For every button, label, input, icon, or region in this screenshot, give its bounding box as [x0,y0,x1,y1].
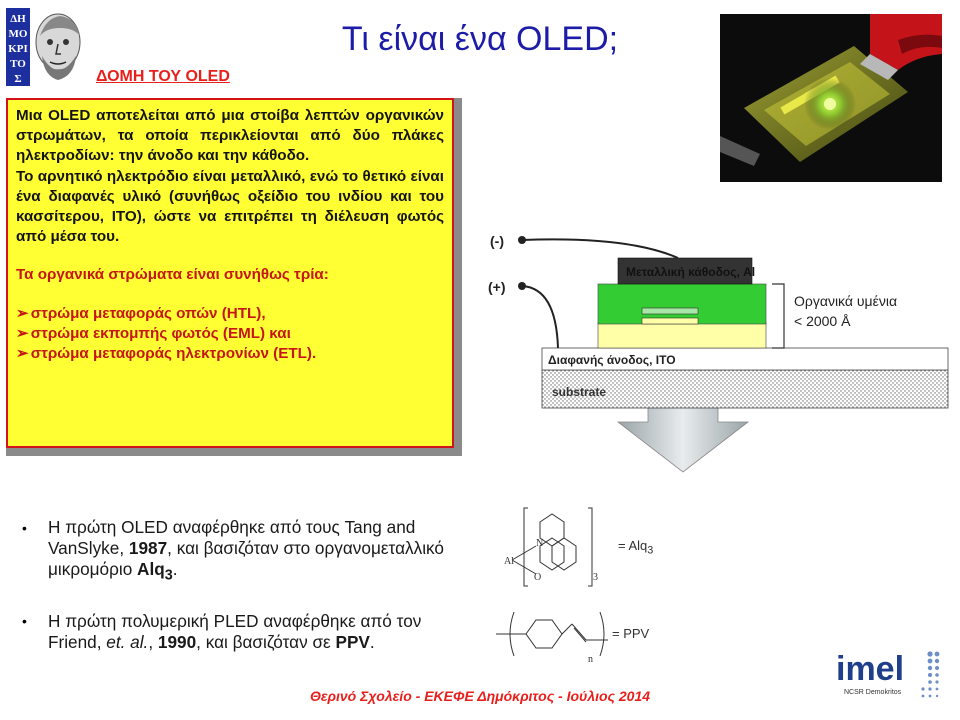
alq-index: 3 [593,572,598,583]
substrate-label: substrate [552,385,607,399]
molecule-subscript: 3 [164,567,173,584]
oled-device-photo [720,14,942,182]
bullet-etal: et. al. [106,632,149,652]
cathode-label: Μεταλλική κάθοδος, Al [626,265,756,279]
bullet-pled-history [48,611,468,653]
oled-structure-textbox [6,98,462,456]
intro-paragraph-1: Μια OLED αποτελείται από μια στοίβα λεπτών οργανικών στρωμάτων, τα οποία περικλείονται από δύο πλάκες ηλεκτροδίων: την άνοδο και την κάθοδο. [16,107,444,165]
bullet-text: Η πρώτη πολυμερική PLED αναφέρθηκε από τον Friend, [48,611,422,652]
bullet-dot: • [22,520,27,536]
htl-layer [598,322,766,348]
svg-text:ΤΟ: ΤΟ [10,58,26,70]
alq-o-atom: O [534,572,542,583]
slide-footer: Θερινό Σχολείο - ΕΚΕΦΕ Δημόκριτος - Ιούλιος 2014 [309,688,651,704]
layer-item [16,324,444,344]
layer-text: στρώμα εκπομπής φωτός (EML) και [30,324,291,342]
alq-al-atom: Al [504,556,514,567]
bullet-text: . [369,632,375,652]
oled-layer-diagram [468,218,960,480]
arrow-bullet-icon: ➢ [16,304,29,322]
molecule-name: Alq [137,559,165,579]
layer-text: στρώμα μεταφοράς ηλεκτρονίων (ETL). [30,345,317,363]
svg-text:Σ: Σ [14,73,22,85]
bullet-text: , και βασιζόταν σε [196,632,336,652]
positive-label: (+) [488,279,506,295]
etl-bar [642,308,698,314]
ppv-n-index: n [588,654,593,665]
negative-wire [522,239,678,258]
svg-text:ΔΗ: ΔΗ [10,13,26,25]
bullet-text: . [172,559,178,579]
slide-subtitle: ΔΟΜΗ ΤΟΥ OLED [96,68,230,85]
svg-text:ΚΡΙ: ΚΡΙ [8,43,28,55]
organic-label-line1: Οργανικά υμένια [794,293,898,309]
arrow-bullet-icon: ➢ [16,345,29,363]
imel-name: imel [836,650,905,688]
layers-intro: Τα οργανικά στρώματα είναι συνήθως τρία: [16,266,329,284]
intro-paragraph-2: Το αρνητικό ηλεκτρόδιο είναι μεταλλικό, ενώ το θετικό είναι ένα διαφανές υλικό (συνήθως οξείδιο του ινδίου και του κασσίτερου, ITO), ώστε να επιτρέπει τη διέλευση φωτός από μέσα του. [16,167,444,246]
bullet-molecule [137,559,173,584]
imel-caption: NCSR Demokritos [844,689,902,696]
alq3-structure-icon [500,502,720,592]
organic-bracket [772,284,784,348]
negative-label: (-) [490,233,504,249]
alq3-eq: = Alq [618,538,648,553]
textbox-inner [6,98,454,448]
layer-item [16,344,444,364]
layer-text: στρώμα μεταφοράς οπών (HTL), [30,304,266,322]
bullet-dot: • [22,613,27,629]
positive-wire [522,286,558,348]
bullet-text: , και βασιζόταν στο οργανομεταλλικό μικρομόριο [48,538,444,579]
molecule-name: PPV [335,632,370,652]
alq3-label [618,538,653,557]
bullet-text: Η πρώτη OLED αναφέρθηκε από τους Tang and VanSlyke, [48,517,416,558]
etl-bar [642,318,698,324]
bullet-text: , [148,632,158,652]
slide-title: Τι είναι ένα OLED; [341,20,619,58]
organic-label-line2: < 2000 Å [794,313,851,329]
bullet-year: 1990 [157,632,197,652]
bullet-year: 1987 [128,538,168,558]
layer-item [16,304,444,324]
anode-label: Διαφανής άνοδος, ITO [548,353,676,367]
alq-n-atom: N [536,538,544,549]
arrow-bullet-icon: ➢ [16,324,29,342]
alq3-subscript: 3 [647,544,654,557]
bullet-oled-history [48,517,468,586]
ppv-label: = PPV [612,626,650,641]
svg-text:ΜΟ: ΜΟ [8,28,28,40]
